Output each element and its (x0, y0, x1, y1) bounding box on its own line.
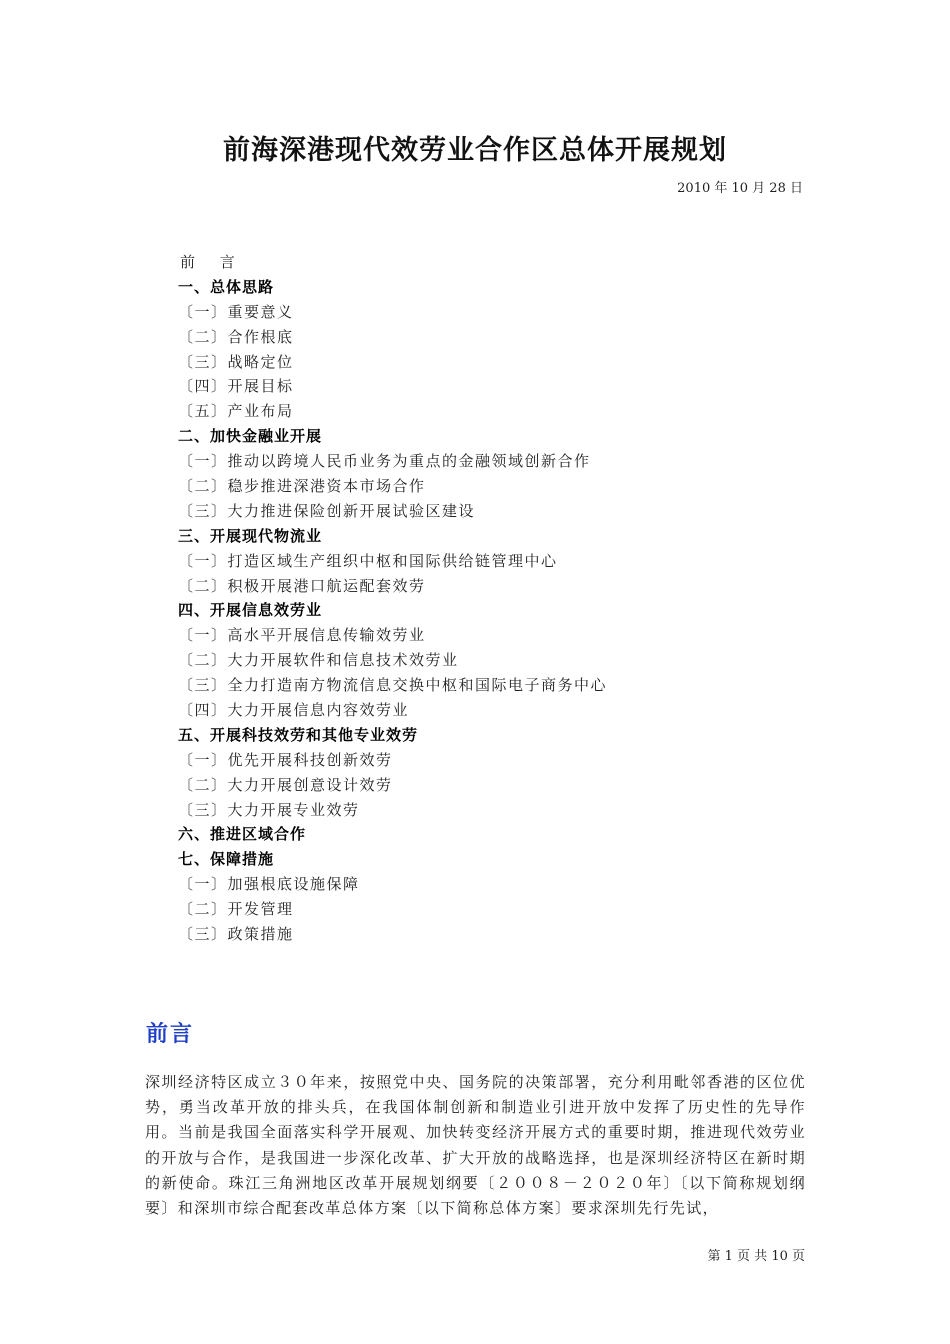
toc-subsection-item: 〔一〕加强根底设施保障 (178, 875, 360, 894)
toc-subsection-item: 〔一〕优先开展科技创新效劳 (178, 750, 393, 769)
toc-subsection-item: 〔二〕稳步推进深港资本市场合作 (178, 477, 426, 496)
toc-section-heading: 三、开展现代物流业 (178, 526, 323, 545)
preface-heading: 前言 (146, 1021, 195, 1047)
toc-section-heading: 七、保障措施 (178, 850, 275, 869)
toc-section-heading: 五、开展科技效劳和其他专业效劳 (178, 725, 419, 744)
toc-subsection-item: 〔三〕全力打造南方物流信息交换中枢和国际电子商务中心 (178, 676, 608, 695)
toc-subsection-item: 〔一〕推动以跨境人民币业务为重点的金融领域创新合作 (178, 452, 591, 471)
toc-subsection-item: 〔一〕打造区域生产组织中枢和国际供给链管理中心 (178, 551, 558, 570)
document-title: 前海深港现代效劳业合作区总体开展规划 (223, 135, 727, 166)
toc-preface-entry: 前 言 (180, 253, 245, 271)
toc-section-heading: 四、开展信息效劳业 (178, 601, 323, 620)
toc-subsection-item: 〔四〕大力开展信息内容效劳业 (178, 701, 410, 720)
toc-subsection-item: 〔二〕大力开展软件和信息技术效劳业 (178, 651, 459, 670)
toc-subsection-item: 〔三〕战略定位 (178, 352, 294, 371)
toc-subsection-item: 〔二〕大力开展创意设计效劳 (178, 775, 393, 794)
toc-subsection-item: 〔三〕大力推进保险创新开展试验区建设 (178, 501, 476, 520)
toc-section-heading: 一、总体思路 (178, 277, 275, 296)
preface-paragraph: 深圳经济特区成立３０年来，按照党中央、国务院的决策部署，充分利用毗邻香港的区位优势，勇当改革开放的排头兵，在我国体制创新和制造业引进开放中发挥了历史性的先导作用。当前是我国全面落实科学开展观、加快转变经济开展方式的重要时期，推进现代效劳业的开放与合作，是我国进一步深化改革、扩大开放的战略选择，也是深圳经济特区在新时期的新使命。珠江三角洲地区改革开展规划纲要〔２００８－２０２０年〕〔以下简称规划纲要〕和深圳市综合配套改革总体方案〔以下简称总体方案〕要求深圳先行先试， (145, 1073, 806, 1218)
toc-subsection-item: 〔二〕开发管理 (178, 900, 294, 919)
table-of-contents (178, 250, 818, 947)
toc-section-heading: 二、加快金融业开展 (178, 427, 323, 446)
toc-section-heading: 六、推进区域合作 (178, 825, 307, 844)
toc-subsection-item: 〔五〕产业布局 (178, 402, 294, 421)
toc-subsection-item: 〔三〕大力开展专业效劳 (178, 800, 360, 819)
toc-subsection-item: 〔二〕合作根底 (178, 327, 294, 346)
toc-subsection-item: 〔一〕重要意义 (178, 302, 294, 321)
toc-subsection-item: 〔二〕积极开展港口航运配套效劳 (178, 576, 426, 595)
toc-subsection-item: 〔一〕高水平开展信息传输效劳业 (178, 626, 426, 645)
document-date: 2010 年 10 月 28 日 (677, 181, 803, 196)
toc-subsection-item: 〔三〕政策措施 (178, 925, 294, 944)
page-number: 第 1 页 共 10 页 (707, 1249, 805, 1264)
toc-subsection-item: 〔四〕开展目标 (178, 377, 294, 396)
